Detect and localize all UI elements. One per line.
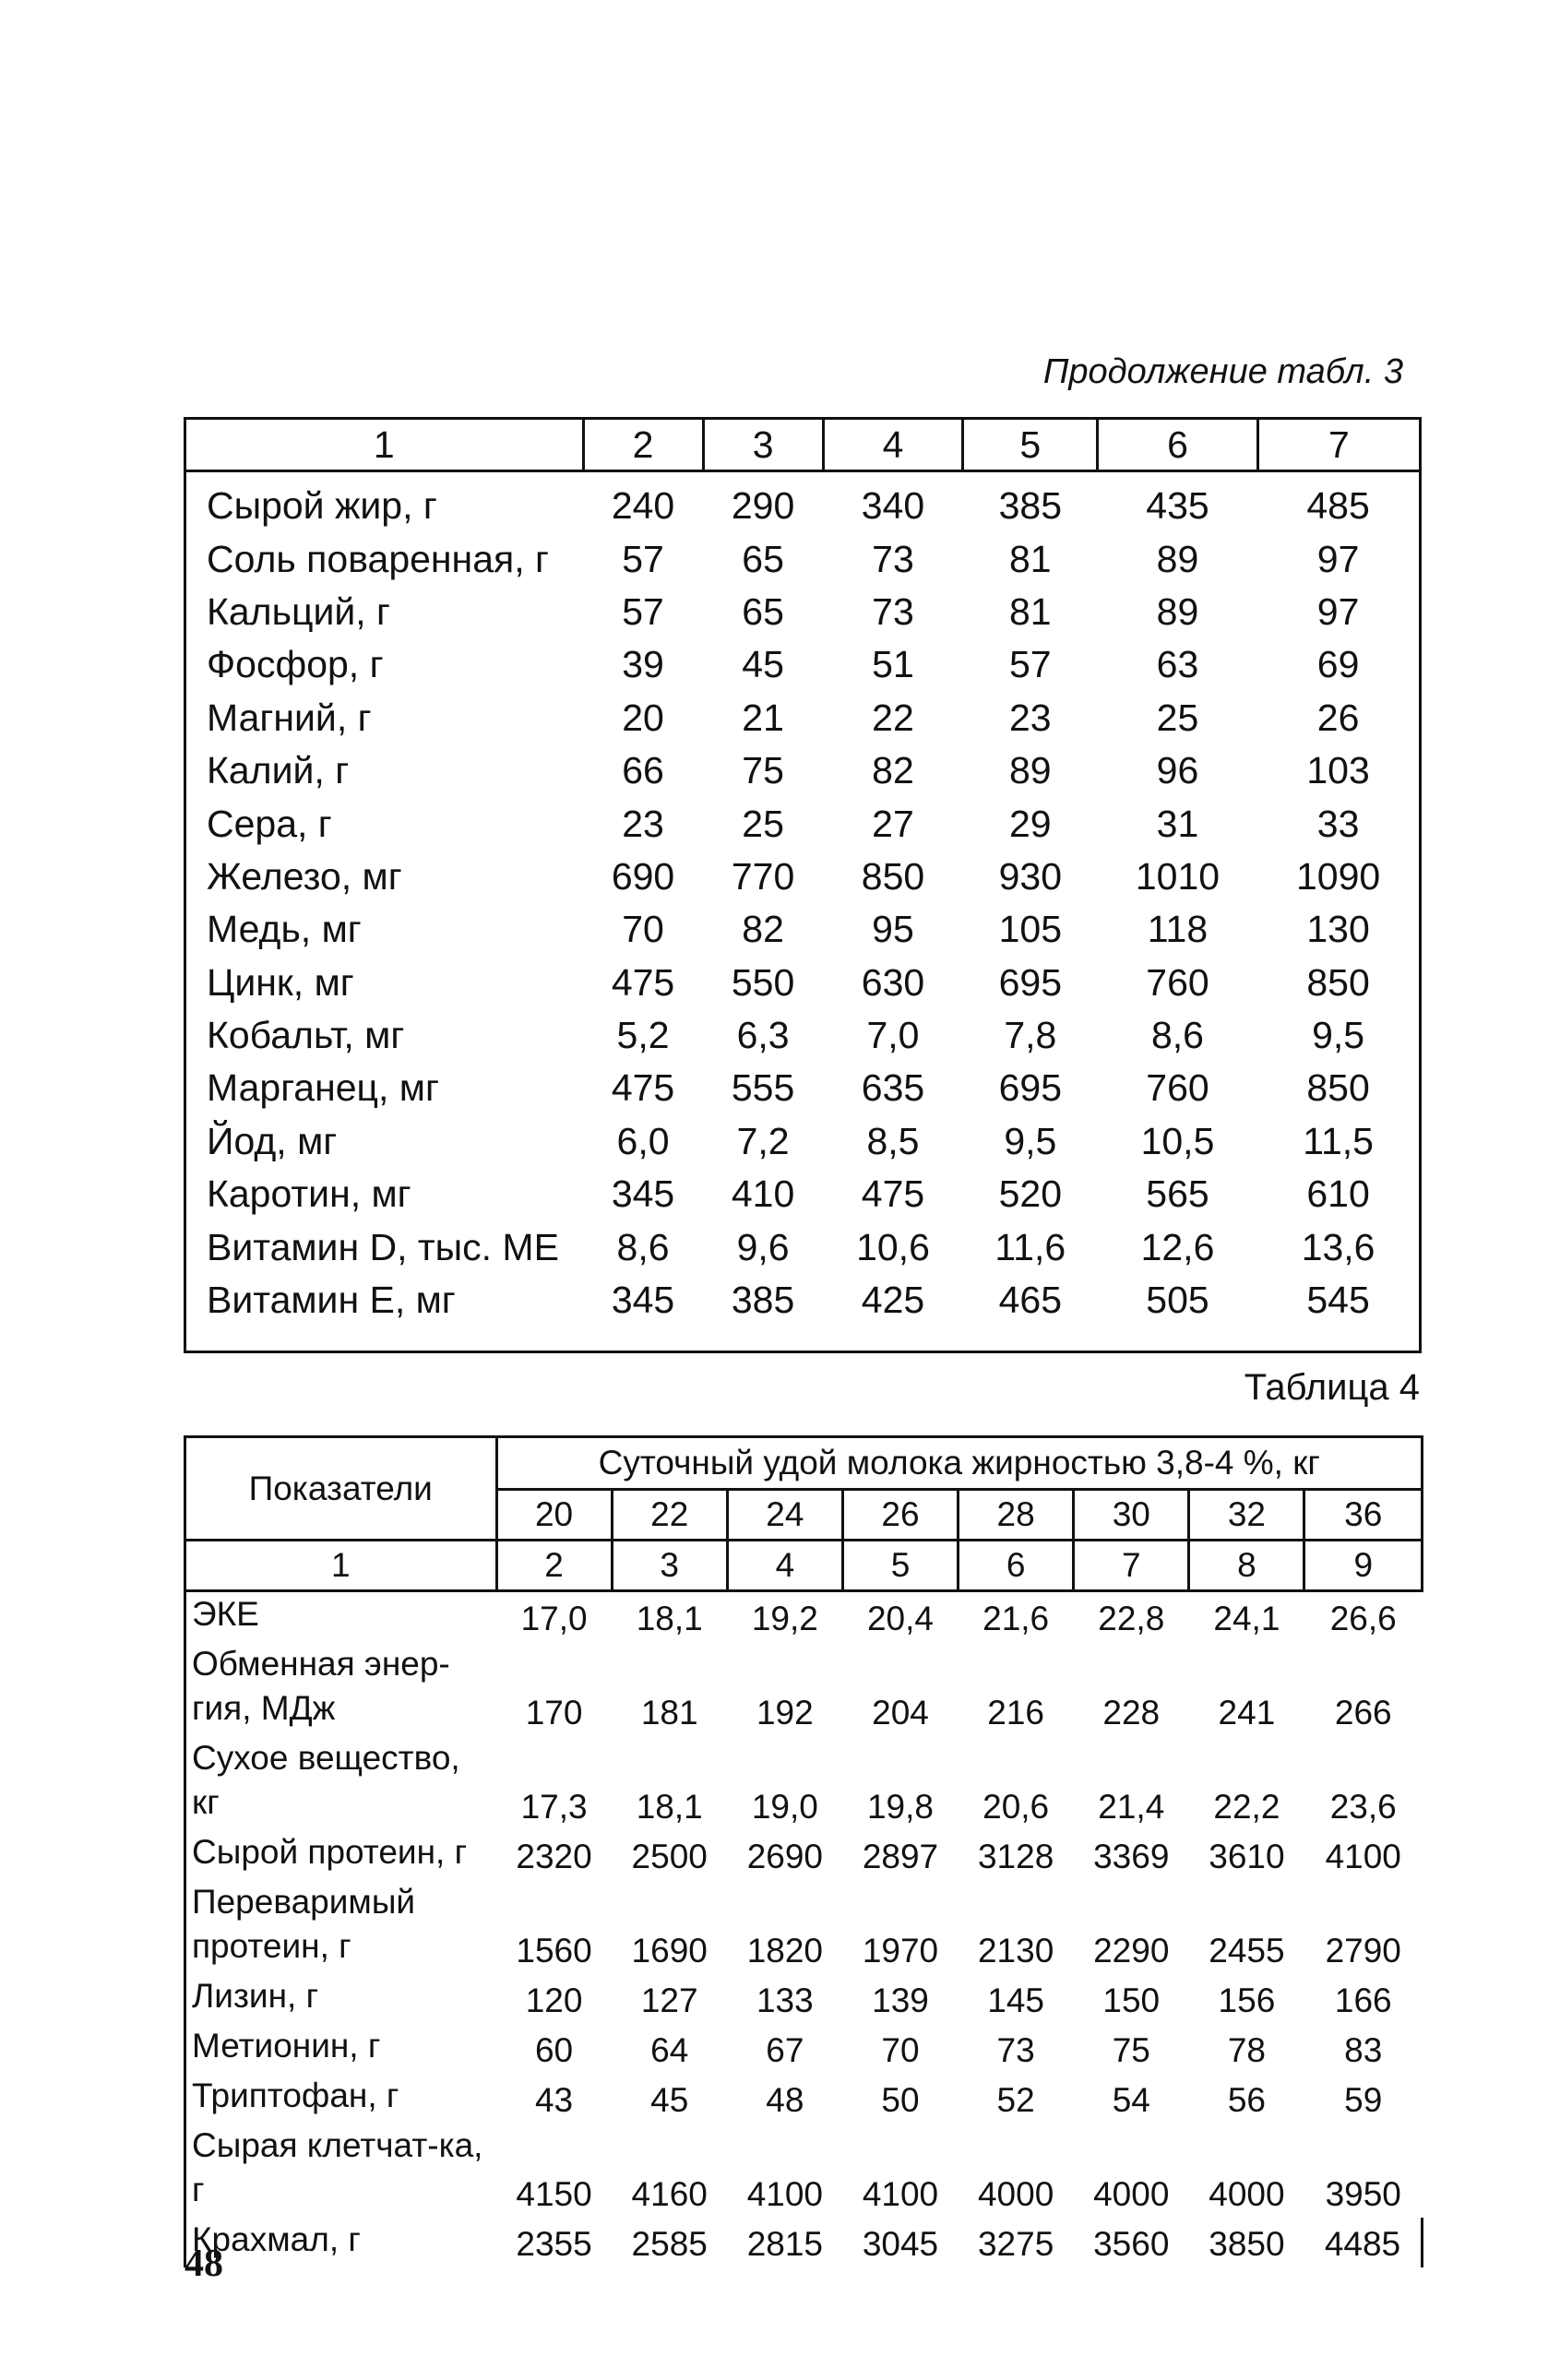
table-row xyxy=(185,2218,1423,2267)
row-label: Медь, мг xyxy=(207,908,362,951)
row-label: Железо, мг xyxy=(207,854,402,898)
table-cell: 18,1 xyxy=(636,1600,703,1637)
table-cell: 228 xyxy=(1102,1694,1161,1731)
table-cell: 89 xyxy=(1156,589,1199,633)
table-cell: 192 xyxy=(756,1694,814,1731)
table-row xyxy=(185,2124,1423,2218)
table-cell: 181 xyxy=(640,1694,698,1731)
table3-header-row xyxy=(185,419,1421,471)
table-cell: 435 xyxy=(1146,484,1209,528)
table-cell: 20 xyxy=(622,696,664,739)
table-cell: 1090 xyxy=(1295,854,1381,898)
table-cell: 3850 xyxy=(1209,2225,1285,2263)
table-cell: 4150 xyxy=(516,2175,592,2213)
table-cell: 695 xyxy=(998,1066,1063,1110)
table-cell: 118 xyxy=(1147,908,1209,951)
table-cell: 4485 xyxy=(1304,2218,1423,2267)
row-label: Сухое вещество, кг xyxy=(185,1736,497,1830)
page-number: 48 xyxy=(185,2243,223,2285)
table-cell: 290 xyxy=(731,484,795,528)
table-cell: 4000 xyxy=(1093,2175,1170,2213)
row-label: Переваримый протеин, г xyxy=(185,1880,497,1974)
table-cell: 2897 xyxy=(862,1838,939,1875)
table-cell: 385 xyxy=(731,1279,795,1322)
table-cell: 70 xyxy=(881,2031,920,2069)
table3-col-header: 2 xyxy=(583,419,703,471)
table-row xyxy=(185,1168,1421,1220)
table-cell: 19,0 xyxy=(751,1788,818,1826)
table-cell: 23 xyxy=(1009,696,1052,739)
row-label: Марганец, мг xyxy=(207,1066,439,1110)
table-cell: 83 xyxy=(1344,2031,1383,2069)
table-cell: 545 xyxy=(1306,1279,1370,1322)
table-cell: 345 xyxy=(611,1279,675,1322)
table3-col-header: 3 xyxy=(703,419,823,471)
table-cell: 1690 xyxy=(631,1932,708,1969)
table-row xyxy=(185,957,1421,1009)
table-row xyxy=(185,471,1421,533)
table-cell: 73 xyxy=(872,537,914,580)
table-cell: 3560 xyxy=(1093,2225,1170,2263)
table-cell: 760 xyxy=(1146,960,1209,1004)
table-cell: 10,5 xyxy=(1140,1119,1215,1162)
table4-caption: Таблица 4 xyxy=(1244,1367,1420,1408)
table-cell: 25 xyxy=(1156,696,1199,739)
table-row xyxy=(185,1974,1423,2024)
table-cell: 95 xyxy=(872,908,914,951)
table4 xyxy=(184,1435,1423,2267)
table-cell: 850 xyxy=(861,854,925,898)
table-cell: 22,2 xyxy=(1213,1788,1280,1826)
table-cell: 410 xyxy=(731,1172,795,1216)
table-cell: 97 xyxy=(1316,589,1360,633)
table-cell: 150 xyxy=(1102,1981,1161,2019)
table-cell: 81 xyxy=(1009,589,1052,633)
table4-col-number: 8 xyxy=(1189,1541,1304,1591)
table-cell: 2320 xyxy=(516,1838,592,1875)
table-cell: 145 xyxy=(987,1981,1044,2019)
table-cell: 60 xyxy=(534,2031,574,2069)
table4-col-number: 9 xyxy=(1304,1541,1423,1591)
table-row xyxy=(185,1220,1421,1273)
table4-yield-header: 28 xyxy=(959,1490,1074,1541)
table-cell: 7,0 xyxy=(866,1014,920,1057)
row-label: Сера, г xyxy=(207,802,332,845)
table-cell: 6,3 xyxy=(736,1014,790,1057)
table-cell: 11,5 xyxy=(1303,1119,1374,1162)
table-cell: 1970 xyxy=(862,1932,939,1969)
table-cell: 520 xyxy=(998,1172,1063,1216)
table-cell: 66 xyxy=(622,749,664,792)
table-cell: 9,5 xyxy=(1312,1014,1365,1057)
table-cell: 7,8 xyxy=(1004,1014,1057,1057)
table-row xyxy=(185,1830,1423,1880)
table-cell: 27 xyxy=(872,802,914,845)
table-cell: 3369 xyxy=(1093,1838,1170,1875)
table-cell: 18,1 xyxy=(636,1788,703,1826)
table-cell: 21 xyxy=(742,696,784,739)
row-label: Метионин, г xyxy=(185,2024,497,2074)
table-cell: 54 xyxy=(1112,2081,1150,2119)
table-cell: 23 xyxy=(622,802,664,845)
table-cell: 610 xyxy=(1306,1172,1370,1216)
table-cell: 103 xyxy=(1306,749,1370,792)
table-cell: 340 xyxy=(861,484,925,528)
table-row xyxy=(185,744,1421,797)
table-row xyxy=(185,851,1421,903)
table-row xyxy=(185,797,1421,850)
table4-col-number: 7 xyxy=(1074,1541,1189,1591)
table-cell: 9,6 xyxy=(736,1225,790,1268)
row-label: Кобальт, мг xyxy=(207,1014,405,1057)
table-cell: 3275 xyxy=(977,2225,1054,2263)
table-cell: 13,6 xyxy=(1301,1225,1375,1268)
table-cell: 4000 xyxy=(1209,2175,1285,2213)
table-row xyxy=(185,1591,1423,1643)
row-label: Йод, мг xyxy=(207,1119,338,1162)
table-cell: 266 xyxy=(1334,1694,1392,1731)
table-row xyxy=(185,692,1421,744)
table-row xyxy=(185,638,1421,691)
table4-col-number: 4 xyxy=(727,1541,842,1591)
table-row xyxy=(185,1880,1423,1974)
table4-col-number: 2 xyxy=(496,1541,612,1591)
table-cell: 425 xyxy=(861,1279,925,1322)
table-cell: 2585 xyxy=(631,2225,708,2263)
row-label: Триптофан, г xyxy=(185,2074,497,2124)
table-cell: 22 xyxy=(872,696,914,739)
table-cell: 67 xyxy=(766,2031,804,2069)
table-cell: 75 xyxy=(742,749,784,792)
table4-yield-header: 24 xyxy=(727,1490,842,1541)
table-cell: 57 xyxy=(622,537,664,580)
table-cell: 7,2 xyxy=(736,1119,790,1162)
table-cell: 690 xyxy=(611,854,675,898)
table-cell: 96 xyxy=(1156,749,1199,792)
table-cell: 17,3 xyxy=(520,1788,588,1826)
table4-col-number: 3 xyxy=(612,1541,727,1591)
table-cell: 21,6 xyxy=(982,1600,1050,1637)
table-cell: 9,5 xyxy=(1004,1119,1057,1162)
table-cell: 1010 xyxy=(1135,854,1221,898)
table-cell: 45 xyxy=(650,2081,689,2119)
table-cell: 69 xyxy=(1316,643,1360,686)
table-cell: 485 xyxy=(1306,484,1370,528)
row-label: Крахмал, г xyxy=(185,2218,497,2267)
table-cell: 57 xyxy=(622,589,664,633)
table4-yield-header: 22 xyxy=(612,1490,727,1541)
row-label: ЭКЕ xyxy=(185,1591,497,1643)
table-cell: 133 xyxy=(756,1981,814,2019)
table-cell: 156 xyxy=(1218,1981,1276,2019)
table-cell: 2815 xyxy=(746,2225,823,2263)
table-cell: 3610 xyxy=(1209,1838,1285,1875)
row-label: Сырая клетчат-ка, г xyxy=(185,2124,497,2218)
table4-yield-header: 36 xyxy=(1304,1490,1423,1541)
row-label: Витамин Е, мг xyxy=(207,1279,456,1322)
row-label: Калий, г xyxy=(207,749,350,792)
table-cell: 33 xyxy=(1316,802,1360,845)
table4-col-number: 6 xyxy=(959,1541,1074,1591)
table-cell: 81 xyxy=(1009,537,1052,580)
table3-col-header: 7 xyxy=(1257,419,1420,471)
table-cell: 3128 xyxy=(977,1838,1054,1875)
table-cell: 52 xyxy=(996,2081,1035,2119)
table4-yield-header: 26 xyxy=(842,1490,958,1541)
table-cell: 2130 xyxy=(977,1932,1054,1969)
table-row xyxy=(185,903,1421,956)
table-cell: 204 xyxy=(872,1694,929,1731)
table-cell: 26 xyxy=(1316,696,1360,739)
table-cell: 19,8 xyxy=(866,1788,934,1826)
row-label: Цинк, мг xyxy=(207,960,354,1004)
table-row xyxy=(185,1736,1423,1830)
table-cell: 2355 xyxy=(516,2225,592,2263)
table-cell: 216 xyxy=(987,1694,1044,1731)
table-cell: 24,1 xyxy=(1213,1600,1280,1637)
table-row xyxy=(185,2074,1423,2124)
table-cell: 170 xyxy=(525,1694,583,1731)
table-cell: 73 xyxy=(872,589,914,633)
table-cell: 555 xyxy=(731,1066,795,1110)
table-cell: 930 xyxy=(998,854,1063,898)
table3-col-header: 4 xyxy=(823,419,963,471)
table-cell: 45 xyxy=(742,643,784,686)
row-label: Обменная энер-гия, МДж xyxy=(185,1642,497,1736)
table-cell: 139 xyxy=(872,1981,929,2019)
table-cell: 505 xyxy=(1146,1279,1209,1322)
table-cell: 5,2 xyxy=(616,1014,670,1057)
table-cell: 65 xyxy=(742,589,784,633)
table4-col-number: 1 xyxy=(185,1541,497,1591)
table-cell: 465 xyxy=(998,1279,1063,1322)
table-cell: 4160 xyxy=(631,2175,708,2213)
table-cell: 770 xyxy=(731,854,795,898)
row-label: Лизин, г xyxy=(185,1974,497,2024)
table-cell: 59 xyxy=(1344,2081,1383,2119)
table-cell: 11,6 xyxy=(994,1225,1066,1268)
table-cell: 240 xyxy=(611,484,675,528)
table3-col-header: 5 xyxy=(963,419,1098,471)
table4-group-header: Суточный удой молока жирностью 3,8-4 %, кг xyxy=(496,1437,1423,1490)
table3-body xyxy=(185,471,1421,1352)
table-cell: 2455 xyxy=(1209,1932,1285,1969)
table-cell: 2790 xyxy=(1325,1932,1401,1969)
table-row xyxy=(185,532,1421,585)
table-cell: 120 xyxy=(525,1981,583,2019)
table-cell: 65 xyxy=(742,537,784,580)
row-label: Сырой жир, г xyxy=(207,484,437,528)
row-label: Витамин D, тыс. МЕ xyxy=(207,1225,559,1268)
row-label: Соль поваренная, г xyxy=(207,537,549,580)
table-cell: 82 xyxy=(742,908,784,951)
table-cell: 105 xyxy=(998,908,1063,951)
table4-indicators-header: Показатели xyxy=(185,1437,497,1541)
row-label: Кальций, г xyxy=(207,589,390,633)
table-cell: 56 xyxy=(1227,2081,1266,2119)
table-cell: 43 xyxy=(534,2081,574,2119)
table-cell: 475 xyxy=(611,960,675,1004)
table-cell: 57 xyxy=(1009,643,1052,686)
table-cell: 8,6 xyxy=(1150,1014,1204,1057)
table-cell: 4100 xyxy=(1325,1838,1401,1875)
table-cell: 2500 xyxy=(631,1838,708,1875)
table-row xyxy=(185,586,1421,638)
table-cell: 475 xyxy=(861,1172,925,1216)
table-cell: 8,5 xyxy=(866,1119,920,1162)
table4-body xyxy=(185,1591,1423,2268)
table-cell: 23,6 xyxy=(1329,1788,1397,1826)
table3 xyxy=(184,417,1422,1353)
table-cell: 1560 xyxy=(516,1932,592,1969)
table-cell: 635 xyxy=(861,1066,925,1110)
table-cell: 63 xyxy=(1156,643,1199,686)
table-cell: 75 xyxy=(1112,2031,1150,2069)
table4-yield-header: 20 xyxy=(496,1490,612,1541)
table4-col-number: 5 xyxy=(842,1541,958,1591)
table-cell: 29 xyxy=(1009,802,1052,845)
table-cell: 475 xyxy=(611,1066,675,1110)
table-cell: 78 xyxy=(1227,2031,1266,2069)
table-row xyxy=(185,1274,1421,1352)
table-row xyxy=(185,1115,1421,1168)
table-cell: 850 xyxy=(1306,960,1370,1004)
table-cell: 12,6 xyxy=(1140,1225,1215,1268)
table-cell: 2690 xyxy=(746,1838,823,1875)
table-cell: 345 xyxy=(611,1172,675,1216)
table-cell: 48 xyxy=(766,2081,804,2119)
table-cell: 1820 xyxy=(746,1932,823,1969)
table-row xyxy=(185,1642,1423,1736)
table-cell: 73 xyxy=(996,2031,1035,2069)
row-label: Фосфор, г xyxy=(207,643,384,686)
table3-col-header: 1 xyxy=(185,419,584,471)
table4-yield-header: 32 xyxy=(1189,1490,1304,1541)
table3-caption: Продолжение табл. 3 xyxy=(1042,352,1403,391)
table-cell: 17,0 xyxy=(520,1600,588,1637)
table-cell: 97 xyxy=(1316,537,1360,580)
row-label: Магний, г xyxy=(207,696,372,739)
table-cell: 8,6 xyxy=(616,1225,670,1268)
table-cell: 4100 xyxy=(746,2175,823,2213)
table-cell: 20,4 xyxy=(866,1600,934,1637)
table-cell: 51 xyxy=(872,643,914,686)
table4-number-row xyxy=(185,1541,1423,1591)
table-cell: 2290 xyxy=(1093,1932,1170,1969)
table-cell: 82 xyxy=(872,749,914,792)
table-cell: 565 xyxy=(1146,1172,1209,1216)
table-cell: 10,6 xyxy=(856,1225,930,1268)
row-label: Сырой протеин, г xyxy=(185,1830,497,1880)
table-row xyxy=(185,1062,1421,1114)
table-row xyxy=(185,2024,1423,2074)
table3-col-header: 6 xyxy=(1098,419,1257,471)
table-cell: 166 xyxy=(1334,1981,1392,2019)
table-cell: 3045 xyxy=(862,2225,939,2263)
table-cell: 550 xyxy=(731,960,795,1004)
table-cell: 39 xyxy=(622,643,664,686)
table-row xyxy=(185,1009,1421,1062)
table-cell: 385 xyxy=(998,484,1063,528)
table4-header-row-1 xyxy=(185,1437,1423,1490)
table4-yield-header: 30 xyxy=(1074,1490,1189,1541)
table-cell: 50 xyxy=(881,2081,920,2119)
table-cell: 26,6 xyxy=(1329,1600,1397,1637)
table-cell: 70 xyxy=(622,908,664,951)
table-cell: 695 xyxy=(998,960,1063,1004)
table-cell: 19,2 xyxy=(751,1600,818,1637)
table-cell: 31 xyxy=(1156,802,1199,845)
table-cell: 3950 xyxy=(1325,2175,1401,2213)
table-cell: 21,4 xyxy=(1098,1788,1165,1826)
table-cell: 127 xyxy=(640,1981,698,2019)
table-cell: 6,0 xyxy=(616,1119,670,1162)
table-cell: 22,8 xyxy=(1098,1600,1165,1637)
table-cell: 89 xyxy=(1009,749,1052,792)
table-cell: 630 xyxy=(861,960,925,1004)
row-label: Каротин, мг xyxy=(207,1172,411,1216)
table-cell: 4100 xyxy=(862,2175,939,2213)
table-cell: 760 xyxy=(1146,1066,1209,1110)
table-cell: 850 xyxy=(1306,1066,1370,1110)
table-cell: 130 xyxy=(1306,908,1370,951)
table-cell: 64 xyxy=(650,2031,689,2069)
table-cell: 4000 xyxy=(977,2175,1054,2213)
table-cell: 20,6 xyxy=(982,1788,1050,1826)
table-cell: 241 xyxy=(1218,1694,1276,1731)
table-cell: 25 xyxy=(742,802,784,845)
table-cell: 89 xyxy=(1156,537,1199,580)
